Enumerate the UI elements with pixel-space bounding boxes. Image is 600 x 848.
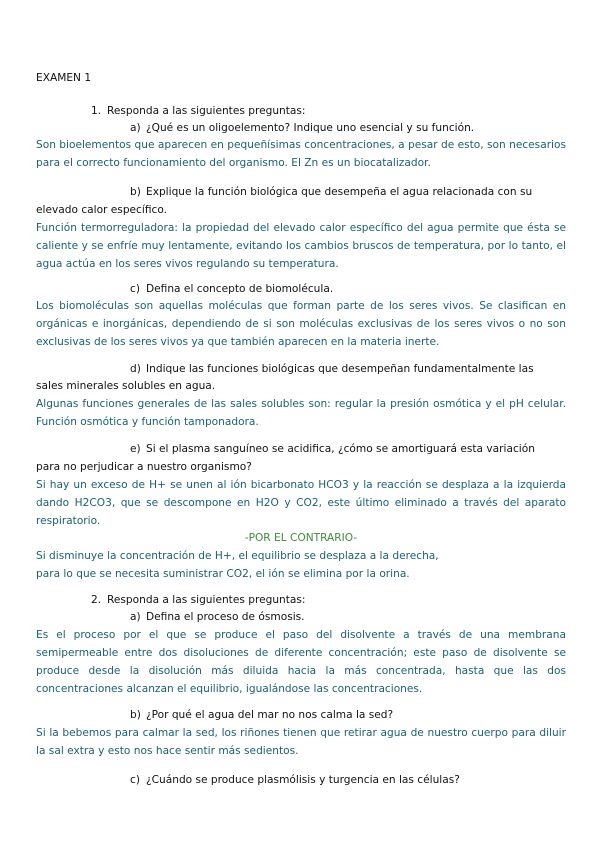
question-letter: e) <box>130 443 141 455</box>
answer-1e-part2-line1: Si disminuye la concentración de H+, el equilibrio se desplaza a la derecha, <box>36 550 439 562</box>
exam-title: EXAMEN 1 <box>36 72 92 84</box>
question-1b <box>36 183 600 201</box>
answer-1a: Son bioelementos que aparecen en pequeñísimas concentraciones, a pesar de esto, son necesarios para el correcto funcionamiento del organismo. El Zn es un biocatalizador. <box>36 139 566 169</box>
answer-1e-part2-line2: para lo que se necesita suministrar CO2, el ión se elimina por la orina. <box>36 568 410 580</box>
question-letter: c) <box>130 774 140 786</box>
question-text: ¿Qué es un oligoelemento? Indique uno esencial y su función. <box>146 122 475 134</box>
question-2a <box>36 608 600 626</box>
question-letter: b) <box>130 709 141 721</box>
question-letter: a) <box>130 611 141 623</box>
section-heading-text: Responda a las siguientes preguntas: <box>107 594 306 606</box>
section-number: 2. <box>91 594 102 606</box>
question-text: ¿Cuándo se produce plasmólisis y turgencia en las células? <box>146 774 460 786</box>
answer-1c: Los biomoléculas son aquellas moléculas que forman parte de los seres vivos. Se clasifican en orgánicas e inorgánicas, dependiendo de si son moléculas exclusivas de los seres vivos o no son exclusivas de los seres vivos ya que también aparecen en la materia inerte. <box>36 300 566 348</box>
question-1b-cont: elevado calor específico. <box>36 204 167 216</box>
question-1a <box>36 119 600 137</box>
question-text: Explique la función biológica que desempeña el agua relacionada con su <box>146 186 533 198</box>
section-heading-text: Responda a las siguientes preguntas: <box>107 105 306 117</box>
question-letter: c) <box>130 283 140 295</box>
question-2b <box>36 706 600 724</box>
question-1e-cont: para no perjudicar a nuestro organismo? <box>36 461 252 473</box>
question-text: Defina el proceso de ósmosis. <box>146 611 305 623</box>
question-1d <box>36 360 600 378</box>
section-1-heading <box>36 102 600 120</box>
contrast-separator: -POR EL CONTRARIO- <box>244 532 358 544</box>
question-letter: b) <box>130 186 141 198</box>
question-text: Defina el concepto de biomolécula. <box>146 283 334 295</box>
question-text: Indique las funciones biológicas que desempeñan fundamentalmente las <box>146 363 534 375</box>
question-1d-cont: sales minerales solubles en agua. <box>36 380 216 392</box>
question-letter: d) <box>130 363 141 375</box>
question-1e <box>36 440 600 458</box>
question-text: Si el plasma sanguíneo se acidifica, ¿cómo se amortiguará esta variación <box>146 443 535 455</box>
question-text: ¿Por qué el agua del mar no nos calma la sed? <box>146 709 394 721</box>
question-2c <box>36 771 600 789</box>
answer-1e: Si hay un exceso de H+ se unen al ión bicarbonato HCO3 y la reacción se desplaza a la izquierda dando H2CO3, que se descompone en H2O y CO2, este último eliminado a través del aparato respiratorio. <box>36 479 566 527</box>
question-1c <box>36 280 600 298</box>
answer-2a: Es el proceso por el que se produce el paso del disolvente a través de una membrana semipermeable entre dos disoluciones de diferente concentración; este paso de disolvente se produce desde la disolución más diluida hacia la más concentrada, hasta que las dos concentraciones alcanzan el equilibrio, igualándose las concentraciones. <box>36 629 566 695</box>
section-2-heading <box>36 591 600 609</box>
section-number: 1. <box>91 105 102 117</box>
question-letter: a) <box>130 122 141 134</box>
answer-1b: Función termorreguladora: la propiedad del elevado calor específico del agua permite que ésta se caliente y se enfríe muy lentamente, evitando los cambios bruscos de temperatura, por lo tanto, el agua actúa en los seres vivos regulando su temperatura. <box>36 222 566 270</box>
answer-1d: Algunas funciones generales de las sales solubles son: regular la presión osmótica y el pH celular. Función osmótica y función tamponadora. <box>36 398 566 428</box>
answer-2b: Si la bebemos para calmar la sed, los riñones tienen que retirar agua de nuestro cuerpo para diluir la sal extra y esto nos hace sentir más sedientos. <box>36 727 566 757</box>
